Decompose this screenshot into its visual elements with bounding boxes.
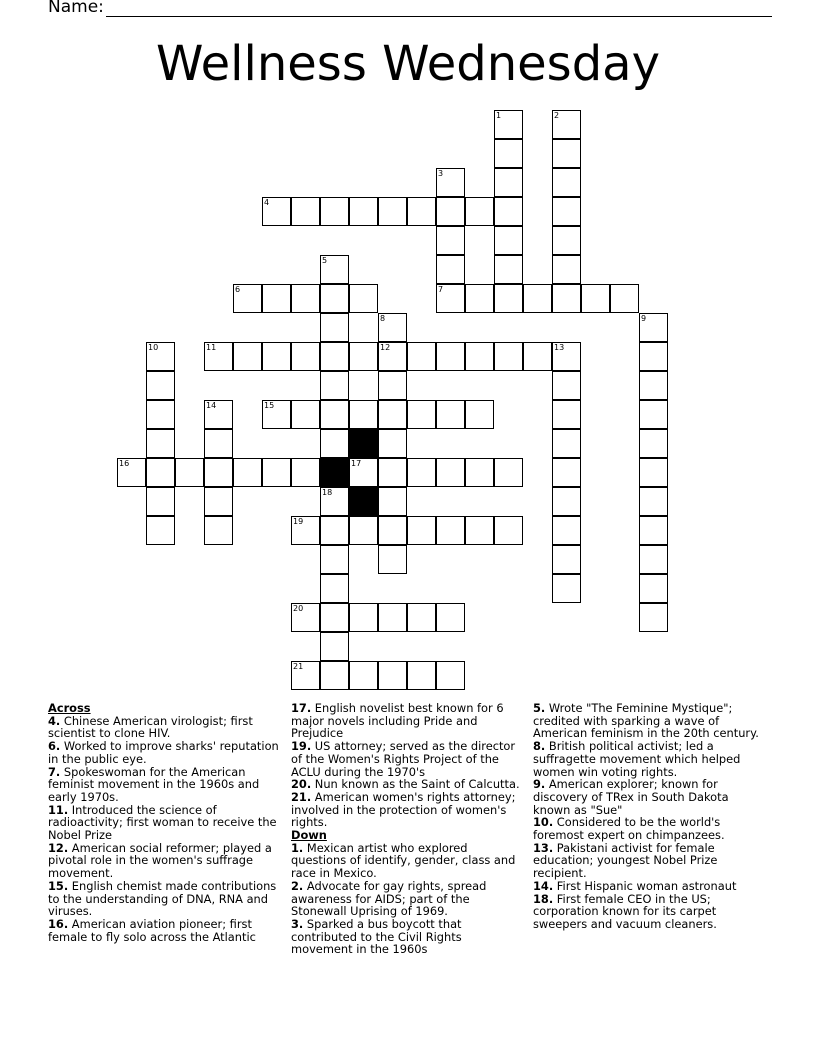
grid-cell[interactable] [320, 255, 349, 284]
clue-item [48, 918, 284, 943]
grid-cell[interactable] [378, 603, 407, 632]
grid-cell[interactable] [552, 516, 581, 545]
clue-text: English chemist made contributions to the understanding of DNA, RNA and viruses. [48, 878, 277, 919]
grid-cell[interactable] [378, 197, 407, 226]
grid-cell[interactable] [262, 284, 291, 313]
clue-number: 13. [533, 840, 554, 855]
clue-text: Wrote "The Feminine Mystique"; credited with sparking a wave of American feminism in the 20th century. [533, 701, 759, 741]
grid-cell[interactable] [639, 574, 668, 603]
clue-number: 5. [533, 701, 546, 715]
clue-text: Nun known as the Saint of Calcutta. [311, 777, 520, 792]
grid-cell[interactable] [552, 429, 581, 458]
clues-column-1 [48, 702, 284, 943]
grid-cell[interactable] [262, 197, 291, 226]
clue-number: 3. [291, 916, 304, 931]
grid-cell[interactable] [233, 342, 262, 371]
grid-cell[interactable] [378, 487, 407, 516]
clue-text: American aviation pioneer; first female to fly solo across the Atlantic [48, 916, 256, 944]
clue-number: 7. [48, 764, 61, 779]
block-cell [349, 429, 378, 458]
grid-cell[interactable] [610, 284, 639, 313]
clue-item [533, 740, 769, 778]
grid-cell[interactable] [436, 168, 465, 197]
grid-cell[interactable] [378, 313, 407, 342]
clue-number: 11. [48, 802, 69, 817]
clue-number: 10 [148, 343, 159, 352]
clue-number: 4 [264, 198, 270, 207]
grid-cell[interactable] [465, 284, 494, 313]
clue-text: Considered to be the world's foremost expert on chimpanzees. [533, 815, 725, 843]
grid-cell[interactable] [146, 516, 175, 545]
grid-cell[interactable] [291, 603, 320, 632]
grid-cell[interactable] [639, 516, 668, 545]
grid-cell[interactable] [523, 284, 552, 313]
grid-cell[interactable] [146, 400, 175, 429]
clue-number: 19 [293, 517, 304, 526]
clue-number: 2. [291, 878, 304, 893]
clue-item [48, 740, 284, 765]
grid-cell[interactable] [146, 458, 175, 487]
clue-text: Spokeswoman for the American feminist movement in the 1960s and early 1970s. [48, 764, 260, 804]
grid-cell[interactable] [552, 110, 581, 139]
clue-number: 5 [322, 256, 328, 265]
grid-cell[interactable] [320, 284, 349, 313]
grid-cell[interactable] [146, 487, 175, 516]
page-title: Wellness Wednesday [156, 36, 660, 92]
grid-cell[interactable] [552, 197, 581, 226]
grid-cell[interactable] [465, 516, 494, 545]
grid-cell[interactable] [465, 458, 494, 487]
clue-item [291, 740, 523, 778]
clue-number: 1. [291, 840, 304, 855]
grid-cell[interactable] [378, 661, 407, 690]
grid-cell[interactable] [494, 284, 523, 313]
clue-text: Introduced the science of radioactivity; first woman to receive the Nobel Prize [48, 802, 277, 843]
clue-number: 20. [291, 777, 312, 792]
clue-item [48, 842, 284, 880]
grid-cell[interactable] [436, 255, 465, 284]
clue-text: British political activist; led a suffragette movement which helped women win voting rights. [533, 739, 741, 779]
clue-text: American explorer; known for discovery of TRex in South Dakota known as "Sue" [533, 777, 729, 817]
clue-number: 17. [291, 701, 312, 715]
grid-cell[interactable] [494, 516, 523, 545]
clues-column-2 [291, 702, 523, 956]
grid-cell[interactable] [320, 429, 349, 458]
clue-number: 15 [264, 401, 275, 410]
grid-cell[interactable] [494, 168, 523, 197]
clue-item [533, 842, 769, 880]
clue-item [291, 791, 523, 829]
grid-cell[interactable] [552, 255, 581, 284]
grid-cell[interactable] [494, 139, 523, 168]
grid-cell[interactable] [378, 516, 407, 545]
grid-cell[interactable] [291, 516, 320, 545]
clue-text: First Hispanic woman astronaut [553, 878, 737, 893]
grid-cell[interactable] [320, 603, 349, 632]
clue-text: English novelist best known for 6 major novels including Pride and Prejudice [291, 701, 504, 741]
grid-cell[interactable] [639, 371, 668, 400]
grid-cell[interactable] [552, 400, 581, 429]
grid-cell[interactable] [465, 197, 494, 226]
grid-cell[interactable] [320, 400, 349, 429]
grid-cell[interactable] [349, 661, 378, 690]
grid-cell[interactable] [320, 342, 349, 371]
grid-cell[interactable] [407, 400, 436, 429]
grid-cell[interactable] [233, 284, 262, 313]
grid-cell[interactable] [233, 458, 262, 487]
grid-cell[interactable] [349, 400, 378, 429]
clue-number: 8. [533, 739, 546, 754]
grid-cell[interactable] [523, 342, 552, 371]
grid-cell[interactable] [262, 342, 291, 371]
grid-cell[interactable] [117, 458, 146, 487]
grid-cell[interactable] [436, 661, 465, 690]
grid-cell[interactable] [407, 342, 436, 371]
grid-cell[interactable] [639, 313, 668, 342]
grid-cell[interactable] [320, 487, 349, 516]
clue-number: 13 [554, 343, 565, 352]
clue-item [291, 918, 523, 956]
grid-cell[interactable] [494, 458, 523, 487]
grid-cell[interactable] [349, 603, 378, 632]
grid-cell[interactable] [378, 458, 407, 487]
grid-cell[interactable] [378, 400, 407, 429]
grid-cell[interactable] [204, 400, 233, 429]
grid-cell[interactable] [320, 545, 349, 574]
grid-cell[interactable] [349, 197, 378, 226]
grid-cell[interactable] [407, 516, 436, 545]
clue-text: Mexican artist who explored questions of identify, gender, class and race in Mexico. [291, 840, 516, 881]
grid-cell[interactable] [465, 400, 494, 429]
grid-cell[interactable] [552, 342, 581, 371]
down-heading: Down [291, 828, 327, 843]
grid-cell[interactable] [204, 487, 233, 516]
clue-number: 9 [641, 314, 647, 323]
grid-cell[interactable] [204, 516, 233, 545]
grid-cell[interactable] [378, 429, 407, 458]
clue-number: 9. [533, 777, 546, 792]
grid-cell[interactable] [291, 284, 320, 313]
clue-number: 10. [533, 815, 554, 830]
grid-cell[interactable] [552, 545, 581, 574]
clue-text: Advocate for gay rights, spread awareness for AIDS; part of the Stonewall Uprising of 1969. [291, 878, 487, 919]
clue-text: Pakistani activist for female education; youngest Nobel Prize recipient. [533, 840, 718, 881]
grid-cell[interactable] [436, 342, 465, 371]
grid-cell[interactable] [639, 458, 668, 487]
block-cell [320, 458, 349, 487]
grid-cell[interactable] [146, 429, 175, 458]
grid-cell[interactable] [436, 516, 465, 545]
grid-cell[interactable] [320, 516, 349, 545]
grid-cell[interactable] [349, 342, 378, 371]
grid-cell[interactable] [349, 284, 378, 313]
grid-cell[interactable] [320, 632, 349, 661]
grid-cell[interactable] [378, 371, 407, 400]
clue-number: 14 [206, 401, 217, 410]
clue-text: US attorney; served as the director of the Women's Rights Project of the ACLU during the 1970's [291, 739, 516, 779]
grid-cell[interactable] [494, 197, 523, 226]
grid-cell[interactable] [552, 284, 581, 313]
grid-cell[interactable] [320, 574, 349, 603]
clue-number: 3 [438, 169, 444, 178]
grid-cell[interactable] [262, 400, 291, 429]
grid-cell[interactable] [378, 545, 407, 574]
grid-cell[interactable] [204, 429, 233, 458]
clue-item [533, 816, 769, 841]
grid-cell[interactable] [291, 342, 320, 371]
grid-cell[interactable] [639, 400, 668, 429]
clue-number: 2 [554, 111, 560, 120]
clue-item [48, 804, 284, 842]
grid-cell[interactable] [436, 226, 465, 255]
clue-text: Worked to improve sharks' reputation in the public eye. [48, 739, 279, 766]
clue-number: 18. [533, 891, 554, 906]
grid-cell[interactable] [146, 342, 175, 371]
grid-cell[interactable] [262, 458, 291, 487]
grid-cell[interactable] [436, 458, 465, 487]
clue-item [291, 880, 523, 918]
grid-cell[interactable] [349, 516, 378, 545]
clue-number: 14. [533, 878, 554, 893]
clue-number: 12 [380, 343, 391, 352]
grid-cell[interactable] [407, 661, 436, 690]
clue-number: 11 [206, 343, 217, 352]
grid-cell[interactable] [291, 661, 320, 690]
grid-cell[interactable] [639, 545, 668, 574]
name-label: Name: [48, 0, 104, 17]
clue-number: 6 [235, 285, 241, 294]
clue-number: 17 [351, 459, 362, 468]
grid-cell[interactable] [552, 574, 581, 603]
grid-cell[interactable] [291, 400, 320, 429]
grid-cell[interactable] [320, 313, 349, 342]
clue-number: 18 [322, 488, 333, 497]
grid-cell[interactable] [436, 603, 465, 632]
clue-item [48, 880, 284, 918]
clue-number: 4. [48, 713, 61, 728]
across-heading: Across [48, 701, 91, 715]
clue-item [533, 778, 769, 816]
grid-cell[interactable] [436, 400, 465, 429]
clue-text: Chinese American virologist; first scientist to clone HIV. [48, 713, 253, 741]
clue-item [291, 702, 523, 740]
clue-number: 19. [291, 739, 312, 754]
grid-cell[interactable] [436, 284, 465, 313]
grid-cell[interactable] [204, 458, 233, 487]
clue-text: First female CEO in the US; corporation known for its carpet sweepers and vacuum cleaners. [533, 891, 717, 931]
grid-cell[interactable] [436, 197, 465, 226]
grid-cell[interactable] [320, 197, 349, 226]
grid-cell[interactable] [320, 371, 349, 400]
grid-cell[interactable] [320, 661, 349, 690]
grid-cell[interactable] [291, 458, 320, 487]
grid-cell[interactable] [291, 197, 320, 226]
grid-cell[interactable] [146, 371, 175, 400]
grid-cell[interactable] [494, 226, 523, 255]
clue-item [48, 715, 284, 740]
block-cell [349, 487, 378, 516]
clue-number: 6. [48, 739, 61, 754]
grid-cell[interactable] [465, 342, 494, 371]
clue-item [533, 893, 769, 931]
clue-number: 8 [380, 314, 386, 323]
clue-number: 15. [48, 878, 69, 893]
grid-cell[interactable] [175, 458, 204, 487]
grid-cell[interactable] [407, 458, 436, 487]
clue-text: American social reformer; played a pivotal role in the women's suffrage movement. [48, 840, 272, 881]
clue-number: 16. [48, 916, 69, 931]
clues-column-3 [533, 702, 769, 931]
grid-cell[interactable] [639, 429, 668, 458]
clue-number: 16 [119, 459, 130, 468]
clue-text: Sparked a bus boycott that contributed to the Civil Rights movement in the 1960s [291, 916, 462, 957]
grid-cell[interactable] [552, 139, 581, 168]
grid-cell[interactable] [494, 342, 523, 371]
grid-cell[interactable] [552, 458, 581, 487]
clue-item [533, 702, 769, 740]
grid-cell[interactable] [204, 342, 233, 371]
grid-cell[interactable] [349, 458, 378, 487]
clue-number: 21. [291, 789, 312, 804]
grid-cell[interactable] [581, 284, 610, 313]
clue-number: 21 [293, 662, 304, 671]
grid-cell[interactable] [552, 487, 581, 516]
clue-number: 7 [438, 285, 444, 294]
clue-item [291, 842, 523, 880]
grid-cell[interactable] [639, 342, 668, 371]
clue-number: 12. [48, 840, 69, 855]
clue-number: 1 [496, 111, 502, 120]
clue-item [48, 766, 284, 804]
grid-cell[interactable] [494, 110, 523, 139]
grid-cell[interactable] [494, 255, 523, 284]
grid-cell[interactable] [407, 603, 436, 632]
grid-cell[interactable] [407, 197, 436, 226]
grid-cell[interactable] [639, 603, 668, 632]
clue-number: 20 [293, 604, 304, 613]
grid-cell[interactable] [378, 342, 407, 371]
grid-cell[interactable] [552, 226, 581, 255]
grid-cell[interactable] [639, 487, 668, 516]
grid-cell[interactable] [552, 168, 581, 197]
grid-cell[interactable] [552, 371, 581, 400]
clue-text: American women's rights attorney; involved in the protection of women's rights. [291, 789, 516, 830]
